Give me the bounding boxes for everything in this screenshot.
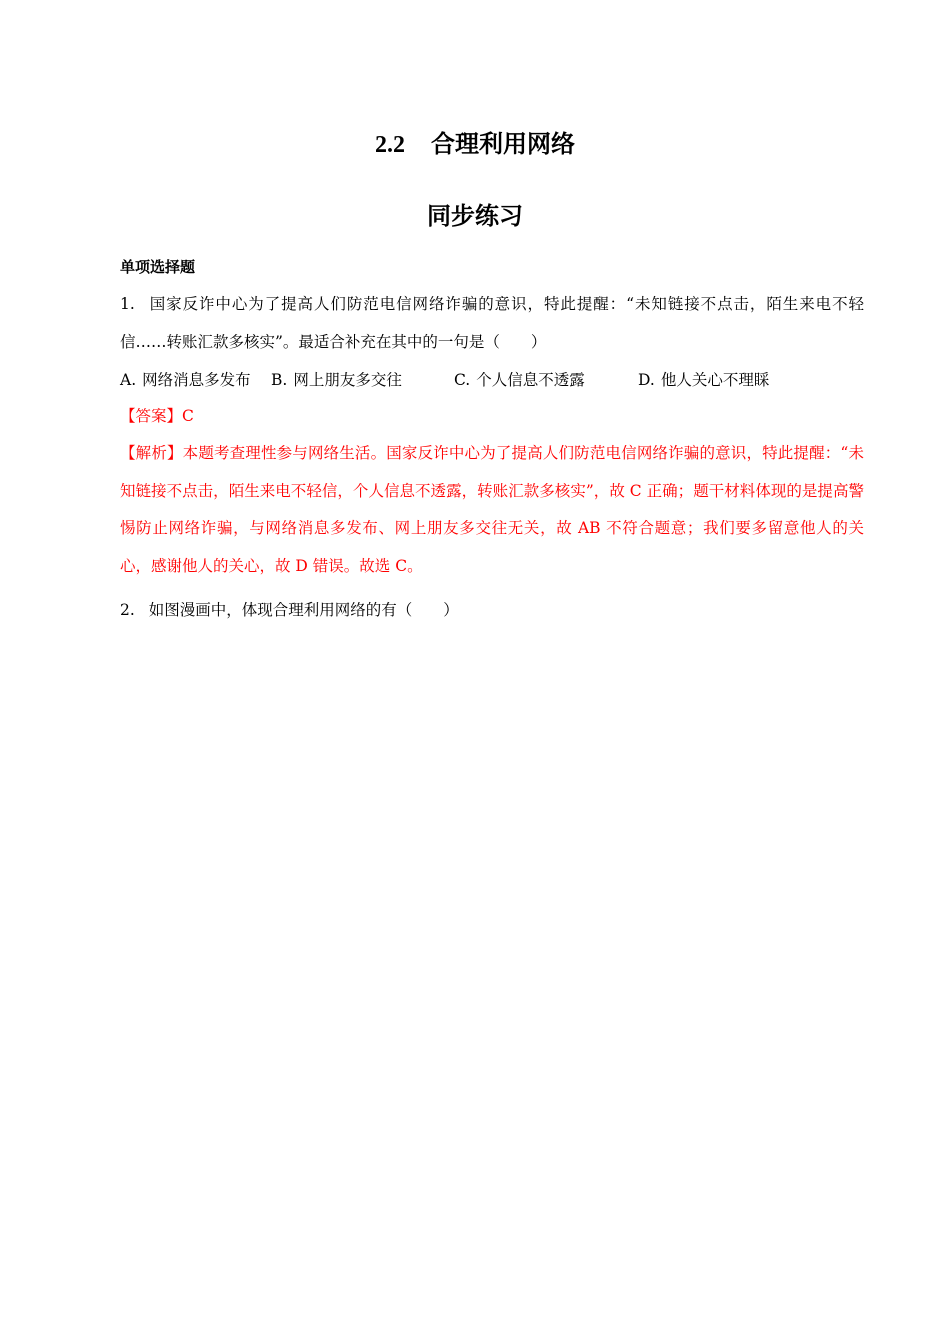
option-d-text: 他人关心不理睬 — [660, 371, 770, 389]
question-1-options — [120, 362, 864, 398]
question-1-analysis — [120, 435, 864, 585]
question-1-stem — [120, 286, 864, 361]
option-a-text: 网络消息多发布 — [142, 371, 251, 389]
section-title: 单项选择题 — [120, 258, 196, 276]
chapter-title: 合理利用网络 — [431, 130, 575, 158]
question-2-stem — [120, 592, 459, 629]
option-c — [454, 362, 585, 398]
answer-label: 【答案】 — [120, 407, 183, 425]
chapter-number: 2.2 — [375, 132, 405, 158]
option-b-text: 网上朋友多交往 — [293, 371, 402, 389]
option-d-label: D. — [638, 371, 655, 389]
option-b-label: B. — [271, 371, 288, 389]
question-1-answer — [120, 398, 194, 435]
option-c-label: C. — [454, 371, 471, 389]
option-a-label: A. — [120, 371, 137, 389]
question-2-text: 如图漫画中，体现合理利用网络的有（ ） — [148, 601, 459, 619]
question-2-number: 2. — [120, 601, 135, 619]
question-1-text: 国家反诈中心为了提高人们防范电信网络诈骗的意识，特此提醒：“未知链接不点击，陌生来电不轻信……转账汇款多核实”。最适合补充在其中的一句是（ ） — [120, 295, 864, 351]
chapter-heading — [0, 124, 950, 159]
analysis-label: 【解析】 — [120, 444, 183, 462]
answer-value: C — [182, 407, 194, 425]
option-d — [638, 362, 769, 398]
analysis-text: 本题考查理性参与网络生活。国家反诈中心为了提高人们防范电信网络诈骗的意识，特此提醒：“未知链接不点击，陌生来电不轻信，个人信息不透露，转账汇款多核实”，故 C 正确；题干材料体现的是提高警惕防止网络诈骗，与网络消息多发布、网上朋友多交往无关，故 AB 不符合题意；我们要多留意他人的关心，感谢他人的关心，故 D 错误。故选 C。 — [120, 444, 864, 575]
question-1-number: 1. — [120, 295, 135, 313]
option-c-text: 个人信息不透露 — [476, 371, 585, 389]
page-subtitle: 同步练习 — [427, 202, 523, 230]
option-a — [120, 362, 251, 398]
option-b — [271, 362, 402, 398]
